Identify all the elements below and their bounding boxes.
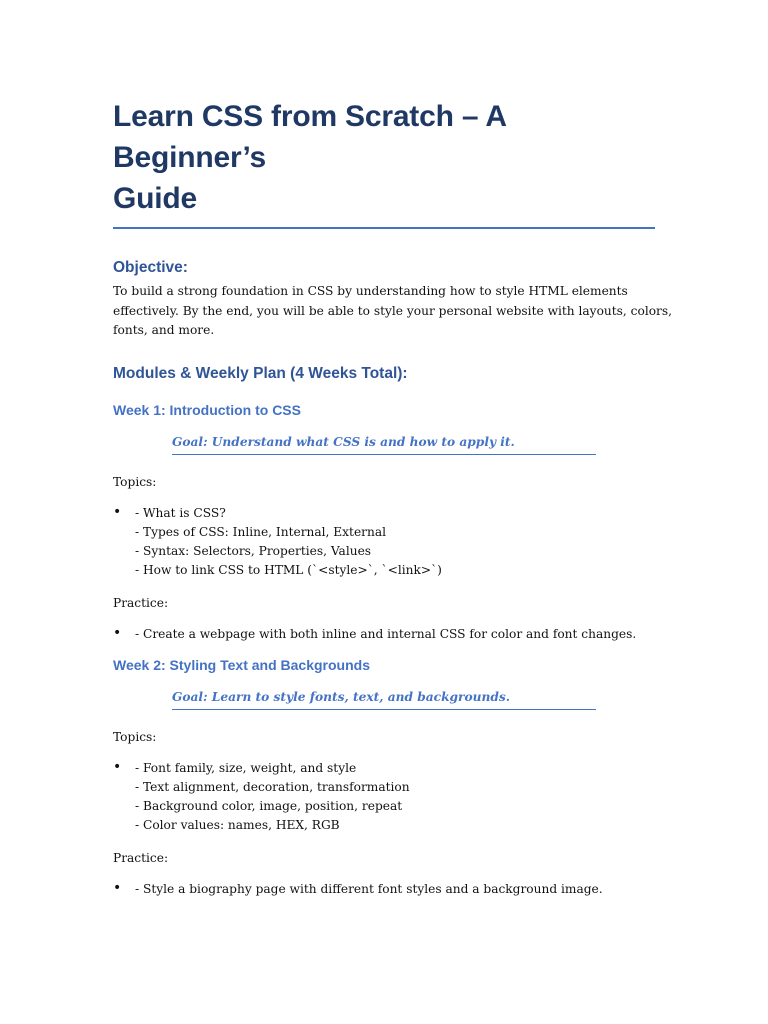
list-item	[113, 880, 655, 899]
topic-line: - Background color, image, position, repeat	[135, 798, 403, 813]
week-goal: Goal: Learn to style fonts, text, and backgrounds.	[172, 690, 596, 710]
title-line-2: Guide	[113, 182, 198, 215]
document-title	[113, 96, 655, 229]
modules-heading: Modules & Weekly Plan (4 Weeks Total):	[113, 364, 408, 382]
topic-line: - Types of CSS: Inline, Internal, External	[135, 524, 387, 539]
topic-line: - How to link CSS to HTML (`<style>`, `<link>`)	[135, 562, 442, 577]
topic-line: - Font family, size, weight, and style	[135, 760, 357, 775]
objective-heading: Objective:	[113, 259, 188, 276]
list-item	[113, 759, 655, 835]
bullet-icon: •	[113, 758, 122, 775]
topics-label: Topics:	[113, 729, 157, 744]
list-item	[113, 504, 655, 580]
document-page	[113, 96, 673, 899]
objective-line: To build a strong foundation in CSS by understanding how to style HTML elements	[113, 284, 628, 298]
practice-list	[113, 625, 655, 644]
practice-line: - Create a webpage with both inline and internal CSS for color and font changes.	[135, 626, 637, 641]
list-item	[113, 625, 655, 644]
week-heading: Week 2: Styling Text and Backgrounds	[113, 656, 370, 673]
practice-label: Practice:	[113, 595, 169, 610]
bullet-icon: •	[113, 503, 122, 520]
week-section	[113, 657, 655, 899]
topic-line: - Color values: names, HEX, RGB	[135, 817, 340, 832]
practice-line: - Style a biography page with different font styles and a background image.	[135, 881, 603, 896]
topics-list	[113, 504, 655, 580]
topic-line: - What is CSS?	[135, 505, 226, 520]
topics-list	[113, 759, 655, 835]
week-section	[113, 402, 655, 644]
objective-line: effectively. By the end, you will be able to style your personal website with layouts, colors,	[113, 303, 673, 318]
bullet-icon: •	[113, 879, 122, 896]
topic-line: - Text alignment, decoration, transformation	[135, 779, 410, 794]
topics-label: Topics:	[113, 474, 157, 489]
practice-list	[113, 880, 655, 899]
objective-paragraph	[113, 282, 673, 341]
week-heading: Week 1: Introduction to CSS	[113, 401, 301, 418]
week-goal: Goal: Understand what CSS is and how to apply it.	[172, 435, 596, 455]
objective-line: fonts, and more.	[113, 323, 215, 337]
topic-line: - Syntax: Selectors, Properties, Values	[135, 543, 372, 558]
bullet-icon: •	[113, 624, 122, 641]
title-line-1: Learn CSS from Scratch – A Beginner’s	[113, 100, 506, 174]
practice-label: Practice:	[113, 850, 169, 865]
